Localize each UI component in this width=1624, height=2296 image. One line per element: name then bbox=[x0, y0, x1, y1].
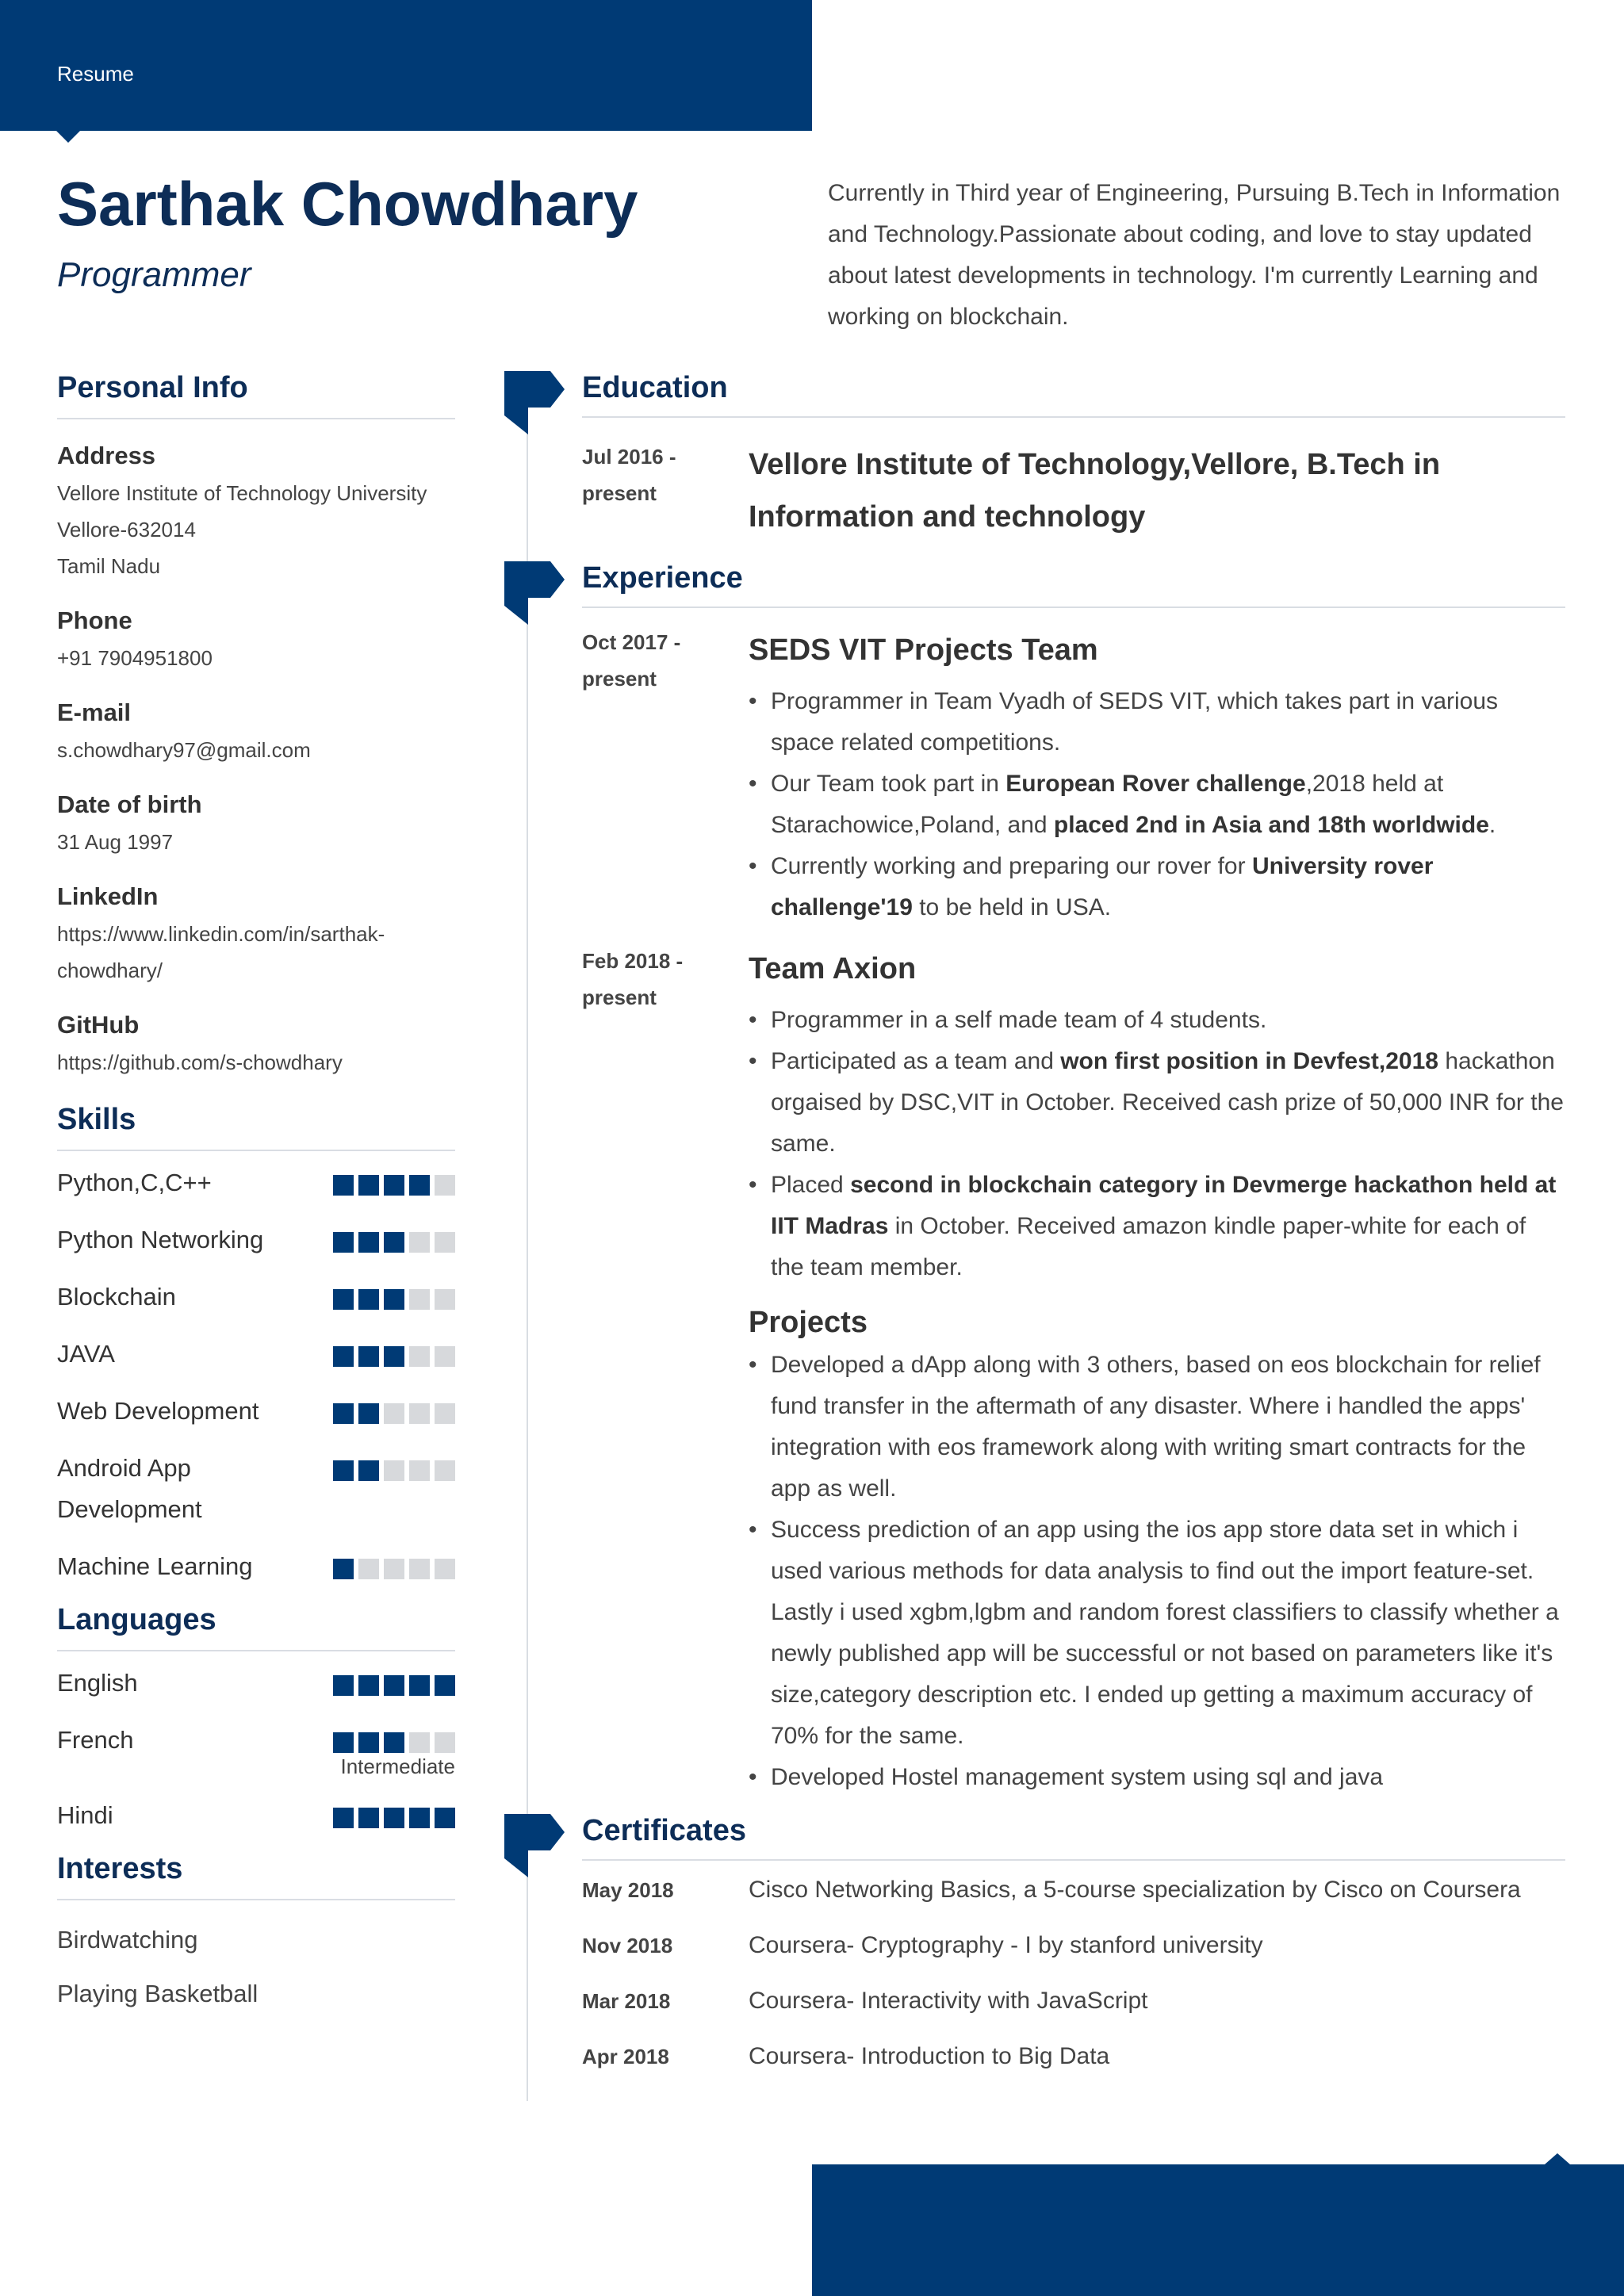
interest-item: Playing Basketball bbox=[57, 1980, 259, 2007]
certificates-flag-icon bbox=[504, 1814, 565, 1877]
candidate-title: Programmer bbox=[57, 255, 251, 294]
rating-square bbox=[409, 1460, 430, 1481]
rating-square bbox=[384, 1808, 404, 1828]
date-start: Oct 2017 - bbox=[582, 630, 681, 654]
linkedin-link[interactable]: chowdhary/ bbox=[57, 959, 163, 982]
rating-square bbox=[358, 1403, 379, 1424]
skill-row bbox=[57, 1391, 455, 1432]
rating-square bbox=[333, 1289, 354, 1310]
rating-square bbox=[333, 1559, 354, 1579]
education-heading: Education bbox=[582, 371, 1565, 418]
skill-name: Android App Development bbox=[57, 1454, 202, 1523]
footer-band bbox=[812, 2164, 1624, 2296]
rating-square bbox=[384, 1232, 404, 1253]
rating-square bbox=[333, 1675, 354, 1696]
phone-block bbox=[57, 607, 455, 676]
rating-square bbox=[333, 1732, 354, 1753]
rating-square bbox=[333, 1232, 354, 1253]
email-block bbox=[57, 698, 455, 768]
rating-square bbox=[358, 1732, 379, 1753]
certificate-row bbox=[582, 1932, 1565, 1959]
rating-square bbox=[435, 1808, 455, 1828]
skill-rating bbox=[333, 1559, 455, 1579]
github-label: GitHub bbox=[57, 1011, 140, 1039]
cert-text: Coursera- Introduction to Big Data bbox=[749, 2043, 1110, 2069]
skill-row bbox=[57, 1546, 455, 1587]
skill-name: Machine Learning bbox=[57, 1552, 253, 1580]
dob-label: Date of birth bbox=[57, 790, 202, 818]
experience-section bbox=[582, 561, 1565, 1798]
rating-square bbox=[358, 1289, 379, 1310]
dob-value: 31 Aug 1997 bbox=[57, 830, 174, 854]
rating-square bbox=[333, 1346, 354, 1367]
skill-row bbox=[57, 1334, 455, 1375]
language-level-label: Intermediate bbox=[340, 1755, 455, 1778]
rating-square bbox=[384, 1559, 404, 1579]
projects-heading: Projects bbox=[749, 1306, 868, 1339]
rating-square bbox=[435, 1732, 455, 1753]
language-rating bbox=[333, 1732, 455, 1753]
skill-name: Python,C,C++ bbox=[57, 1169, 212, 1196]
rating-square bbox=[435, 1460, 455, 1481]
linkedin-label: LinkedIn bbox=[57, 882, 159, 910]
rating-square bbox=[435, 1559, 455, 1579]
cert-date: Nov 2018 bbox=[582, 1934, 673, 1957]
rating-square bbox=[409, 1346, 430, 1367]
email-label: E-mail bbox=[57, 698, 132, 726]
rating-square bbox=[435, 1403, 455, 1424]
date-start: Feb 2018 - bbox=[582, 949, 684, 973]
interest-item: Birdwatching bbox=[57, 1926, 198, 1954]
certificates-heading: Certificates bbox=[582, 1814, 1565, 1861]
job-bullet: • Our Team took part in European Rover challenge,2018 held at Starachowice,Poland, and placed 2nd in Asia and 18th worldwide. bbox=[749, 763, 1565, 846]
school-name: Vellore Institute of Technology,Vellore, B.Tech in Information and technology bbox=[749, 448, 1441, 534]
certificate-row bbox=[582, 1988, 1565, 2015]
linkedin-block bbox=[57, 882, 455, 989]
cert-date: Mar 2018 bbox=[582, 1989, 671, 2013]
rating-square bbox=[435, 1346, 455, 1367]
rating-square bbox=[333, 1460, 354, 1481]
job-entry bbox=[582, 624, 1565, 928]
job-bullet: • Currently working and preparing our rover for University rover challenge'19 to be held in USA. bbox=[749, 846, 1565, 928]
address-line: Vellore-632014 bbox=[57, 518, 196, 541]
personal-info-heading: Personal Info bbox=[57, 371, 455, 419]
phone-label: Phone bbox=[57, 607, 132, 634]
date-end: present bbox=[582, 667, 657, 691]
job-bullet: • Programmer in a self made team of 4 students. bbox=[749, 1000, 1565, 1041]
interests-heading: Interests bbox=[57, 1852, 455, 1900]
rating-square bbox=[384, 1675, 404, 1696]
cert-text: Cisco Networking Basics, a 5-course specialization by Cisco on Coursera bbox=[749, 1877, 1521, 1903]
job-entry bbox=[582, 943, 1565, 1798]
skill-name: Blockchain bbox=[57, 1283, 176, 1311]
rating-square bbox=[358, 1559, 379, 1579]
skill-rating bbox=[333, 1232, 455, 1253]
rating-square bbox=[435, 1175, 455, 1196]
language-name: Hindi bbox=[57, 1801, 113, 1829]
github-link[interactable]: https://github.com/s-chowdhary bbox=[57, 1050, 343, 1074]
rating-square bbox=[358, 1232, 379, 1253]
address-label: Address bbox=[57, 442, 156, 469]
skill-name: Web Development bbox=[57, 1397, 259, 1425]
address-block bbox=[57, 442, 455, 584]
dob-block bbox=[57, 790, 455, 860]
email-value[interactable]: s.chowdhary97@gmail.com bbox=[57, 738, 311, 762]
language-rating bbox=[333, 1808, 455, 1828]
languages-list bbox=[57, 1663, 455, 1836]
language-name: English bbox=[57, 1669, 138, 1697]
resume-label: Resume bbox=[57, 62, 134, 86]
rating-square bbox=[409, 1289, 430, 1310]
language-row bbox=[57, 1663, 455, 1704]
left-column bbox=[57, 371, 455, 2027]
rating-square bbox=[384, 1460, 404, 1481]
skill-name: JAVA bbox=[57, 1340, 115, 1368]
rating-square bbox=[409, 1403, 430, 1424]
address-line: Vellore Institute of Technology University bbox=[57, 481, 427, 505]
project-bullet: • Success prediction of an app using the ios app store data set in which i used various methods for data analysis to find out the import feature-set. Lastly i used xgbm,lgbm and random forest classifiers to classify whether a newly published app will be successful or not based on parameters like it's size,category description etc. I ended up getting a maximum accuracy of 70% for the same. bbox=[749, 1510, 1565, 1757]
rating-square bbox=[409, 1232, 430, 1253]
experience-flag-icon bbox=[504, 561, 565, 625]
rating-square bbox=[333, 1808, 354, 1828]
rating-square bbox=[358, 1675, 379, 1696]
education-date bbox=[582, 438, 749, 543]
header-notch bbox=[56, 130, 81, 143]
rating-square bbox=[409, 1732, 430, 1753]
rating-square bbox=[333, 1175, 354, 1196]
education-flag-icon bbox=[504, 371, 565, 434]
skill-rating bbox=[333, 1460, 455, 1481]
rating-square bbox=[384, 1346, 404, 1367]
rating-square bbox=[409, 1175, 430, 1196]
language-name: French bbox=[57, 1726, 134, 1754]
certificates-list bbox=[582, 1877, 1565, 2070]
date-start: Jul 2016 - bbox=[582, 445, 676, 469]
date-end: present bbox=[582, 481, 657, 505]
language-rating bbox=[333, 1675, 455, 1696]
job-bullet: • Participated as a team and won first position in Devfest,2018 hackathon orgaised by DSC,VIT in October. Received cash prize of 50,000 INR for the same. bbox=[749, 1041, 1565, 1165]
rating-square bbox=[358, 1460, 379, 1481]
rating-square bbox=[384, 1732, 404, 1753]
skill-row bbox=[57, 1162, 455, 1203]
address-line: Tamil Nadu bbox=[57, 554, 161, 578]
interests-list bbox=[57, 1919, 455, 2015]
rating-square bbox=[384, 1289, 404, 1310]
job-bullet: • Programmer in Team Vyadh of SEDS VIT, which takes part in various space related competitions. bbox=[749, 681, 1565, 763]
rating-square bbox=[435, 1675, 455, 1696]
languages-heading: Languages bbox=[57, 1603, 455, 1651]
language-row bbox=[57, 1795, 455, 1836]
cert-text: Coursera- Cryptography - I by stanford university bbox=[749, 1932, 1263, 1958]
rating-square bbox=[435, 1232, 455, 1253]
summary-text: Currently in Third year of Engineering, Pursuing B.Tech in Information and Technology.Passionate about coding, and love to stay updated about latest developments in technology. I'm currently Learning and working on blockchain. bbox=[828, 180, 1561, 330]
rating-square bbox=[409, 1808, 430, 1828]
project-bullet: • Developed a dApp along with 3 others, based on eos blockchain for relief fund transfer in the aftermath of any disaster. Where i handled the apps' integration with eos framework along with writing smart contracts for the app as well. bbox=[749, 1345, 1565, 1510]
candidate-name: Sarthak Chowdhary bbox=[57, 169, 638, 239]
skill-rating bbox=[333, 1289, 455, 1310]
skill-rating bbox=[333, 1403, 455, 1424]
job-bullet: • Placed second in blockchain category in Devmerge hackathon held at IIT Madras in October. Received amazon kindle paper-white for each of the team member. bbox=[749, 1165, 1565, 1288]
footer-notch bbox=[1545, 2153, 1570, 2164]
rating-square bbox=[358, 1808, 379, 1828]
certificates-section bbox=[582, 1814, 1565, 2070]
skills-list bbox=[57, 1162, 455, 1587]
job-date bbox=[582, 624, 749, 928]
rating-square bbox=[358, 1175, 379, 1196]
rating-square bbox=[333, 1403, 354, 1424]
rating-square bbox=[409, 1559, 430, 1579]
phone-value: +91 7904951800 bbox=[57, 646, 213, 670]
skill-row bbox=[57, 1276, 455, 1318]
rating-square bbox=[358, 1346, 379, 1367]
experience-heading: Experience bbox=[582, 561, 1565, 608]
linkedin-link[interactable]: https://www.linkedin.com/in/sarthak- bbox=[57, 922, 385, 946]
project-bullet: • Developed Hostel management system using sql and java bbox=[749, 1757, 1565, 1798]
skills-heading: Skills bbox=[57, 1103, 455, 1151]
skill-rating bbox=[333, 1175, 455, 1196]
certificate-row bbox=[582, 1877, 1565, 1904]
rating-square bbox=[384, 1403, 404, 1424]
cert-date: May 2018 bbox=[582, 1878, 674, 1902]
header-band bbox=[0, 0, 812, 131]
cert-date: Apr 2018 bbox=[582, 2045, 669, 2068]
rating-square bbox=[384, 1175, 404, 1196]
github-block bbox=[57, 1011, 455, 1081]
skill-row bbox=[57, 1448, 455, 1530]
job-org: SEDS VIT Projects Team bbox=[749, 633, 1098, 667]
cert-text: Coursera- Interactivity with JavaScript bbox=[749, 1988, 1148, 2014]
date-end: present bbox=[582, 985, 657, 1009]
skill-name: Python Networking bbox=[57, 1226, 264, 1253]
skill-row bbox=[57, 1219, 455, 1261]
job-org: Team Axion bbox=[749, 952, 917, 985]
certificate-row bbox=[582, 2043, 1565, 2070]
job-date bbox=[582, 943, 749, 1798]
skill-rating bbox=[333, 1346, 455, 1367]
education-entry bbox=[582, 438, 1565, 543]
education-section bbox=[582, 371, 1565, 543]
rating-square bbox=[435, 1289, 455, 1310]
rating-square bbox=[409, 1675, 430, 1696]
